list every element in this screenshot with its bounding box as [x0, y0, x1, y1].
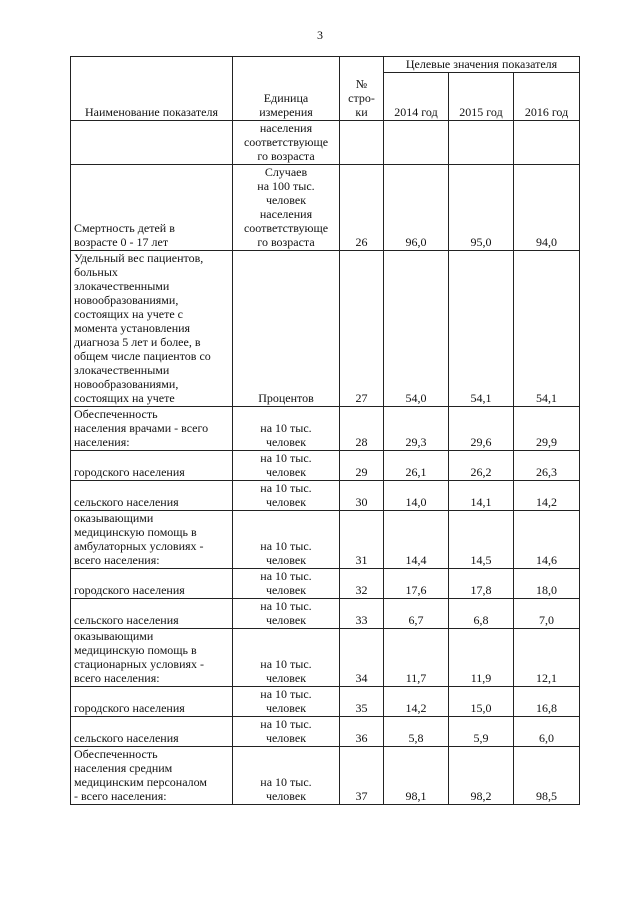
- header-row-number: № стро- ки: [340, 57, 384, 121]
- header-indicator-name: Наименование показателя: [71, 57, 233, 121]
- indicator-name-cell: Обеспеченность населения врачами - всего населения:: [71, 407, 233, 451]
- header-target-values: Целевые значения показателя: [384, 57, 580, 73]
- row-number-cell: 33: [340, 599, 384, 629]
- unit-cell: на 10 тыс. человек: [233, 717, 340, 747]
- value-2016-cell: 29,9: [514, 407, 580, 451]
- unit-cell: Случаев на 100 тыс. человек населения соответствующе го возраста: [233, 165, 340, 251]
- value-2015-cell: 54,1: [449, 251, 514, 407]
- table-row: [71, 481, 580, 511]
- row-number-cell: 37: [340, 747, 384, 805]
- row-number-cell: 32: [340, 569, 384, 599]
- value-2014-cell: 17,6: [384, 569, 449, 599]
- row-number-cell: 26: [340, 165, 384, 251]
- value-2016-cell: 98,5: [514, 747, 580, 805]
- row-number-cell: [340, 121, 384, 165]
- table-row: [71, 121, 580, 165]
- indicator-name-cell: Обеспеченность населения средним медицинским персоналом - всего населения:: [71, 747, 233, 805]
- table-row: [71, 451, 580, 481]
- table-row: [71, 747, 580, 805]
- value-2016-cell: 7,0: [514, 599, 580, 629]
- table-row: [71, 599, 580, 629]
- value-2015-cell: 14,1: [449, 481, 514, 511]
- table-row: [71, 165, 580, 251]
- value-2016-cell: 26,3: [514, 451, 580, 481]
- value-2016-cell: [514, 121, 580, 165]
- table-body: [71, 121, 580, 805]
- table-row: [71, 569, 580, 599]
- unit-cell: на 10 тыс. человек: [233, 629, 340, 687]
- indicator-name-cell: оказывающими медицинскую помощь в амбулаторных условиях - всего населения:: [71, 511, 233, 569]
- indicator-name-cell: сельского населения: [71, 481, 233, 511]
- value-2016-cell: 14,2: [514, 481, 580, 511]
- unit-cell: на 10 тыс. человек: [233, 481, 340, 511]
- indicator-name-cell: Смертность детей в возрасте 0 - 17 лет: [71, 165, 233, 251]
- table-row: [71, 511, 580, 569]
- value-2014-cell: 14,0: [384, 481, 449, 511]
- value-2014-cell: [384, 121, 449, 165]
- value-2014-cell: 5,8: [384, 717, 449, 747]
- value-2014-cell: 54,0: [384, 251, 449, 407]
- value-2014-cell: 98,1: [384, 747, 449, 805]
- value-2016-cell: 18,0: [514, 569, 580, 599]
- indicator-name-cell: оказывающими медицинскую помощь в стационарных условиях - всего населения:: [71, 629, 233, 687]
- unit-cell: на 10 тыс. человек: [233, 747, 340, 805]
- value-2014-cell: 14,4: [384, 511, 449, 569]
- unit-cell: на 10 тыс. человек: [233, 451, 340, 481]
- value-2016-cell: 16,8: [514, 687, 580, 717]
- value-2015-cell: 17,8: [449, 569, 514, 599]
- value-2015-cell: 15,0: [449, 687, 514, 717]
- header-unit: Единица измерения: [233, 57, 340, 121]
- table-row: [71, 407, 580, 451]
- unit-cell: на 10 тыс. человек: [233, 407, 340, 451]
- unit-cell: на 10 тыс. человек: [233, 569, 340, 599]
- value-2015-cell: 26,2: [449, 451, 514, 481]
- value-2015-cell: 98,2: [449, 747, 514, 805]
- value-2015-cell: 14,5: [449, 511, 514, 569]
- value-2014-cell: 29,3: [384, 407, 449, 451]
- indicator-name-cell: городского населения: [71, 687, 233, 717]
- unit-cell: на 10 тыс. человек: [233, 511, 340, 569]
- row-number-cell: 27: [340, 251, 384, 407]
- row-number-cell: 34: [340, 629, 384, 687]
- row-number-cell: 30: [340, 481, 384, 511]
- table-header: [71, 57, 580, 121]
- value-2016-cell: 6,0: [514, 717, 580, 747]
- indicator-name-cell: сельского населения: [71, 717, 233, 747]
- value-2014-cell: 6,7: [384, 599, 449, 629]
- table-row: [71, 629, 580, 687]
- unit-cell: населения соответствующе го возраста: [233, 121, 340, 165]
- table-row: [71, 687, 580, 717]
- unit-cell: Процентов: [233, 251, 340, 407]
- page-number: 3: [317, 28, 323, 42]
- unit-cell: на 10 тыс. человек: [233, 599, 340, 629]
- value-2015-cell: 95,0: [449, 165, 514, 251]
- value-2014-cell: 96,0: [384, 165, 449, 251]
- row-number-cell: 36: [340, 717, 384, 747]
- unit-cell: на 10 тыс. человек: [233, 687, 340, 717]
- indicator-name-cell: городского населения: [71, 569, 233, 599]
- indicator-name-cell: городского населения: [71, 451, 233, 481]
- value-2015-cell: [449, 121, 514, 165]
- table-row: [71, 717, 580, 747]
- value-2016-cell: 14,6: [514, 511, 580, 569]
- row-number-cell: 28: [340, 407, 384, 451]
- value-2016-cell: 12,1: [514, 629, 580, 687]
- header-year-2014: 2014 год: [384, 73, 449, 121]
- header-year-2016: 2016 год: [514, 73, 580, 121]
- table-row: [71, 251, 580, 407]
- value-2015-cell: 29,6: [449, 407, 514, 451]
- value-2015-cell: 11,9: [449, 629, 514, 687]
- value-2015-cell: 5,9: [449, 717, 514, 747]
- row-number-cell: 35: [340, 687, 384, 717]
- row-number-cell: 29: [340, 451, 384, 481]
- indicator-name-cell: [71, 121, 233, 165]
- value-2015-cell: 6,8: [449, 599, 514, 629]
- value-2016-cell: 54,1: [514, 251, 580, 407]
- row-number-cell: 31: [340, 511, 384, 569]
- indicator-name-cell: сельского населения: [71, 599, 233, 629]
- value-2014-cell: 26,1: [384, 451, 449, 481]
- header-year-2015: 2015 год: [449, 73, 514, 121]
- value-2016-cell: 94,0: [514, 165, 580, 251]
- value-2014-cell: 14,2: [384, 687, 449, 717]
- indicators-table: [70, 56, 580, 805]
- header-row: [71, 57, 580, 73]
- indicator-name-cell: Удельный вес пациентов, больных злокачественными новообразованиями, состоящих на учете с момента установления диагноза 5 лет и более, в общем числе пациентов со злокачественными новообразованиями, состоящих на учете: [71, 251, 233, 407]
- value-2014-cell: 11,7: [384, 629, 449, 687]
